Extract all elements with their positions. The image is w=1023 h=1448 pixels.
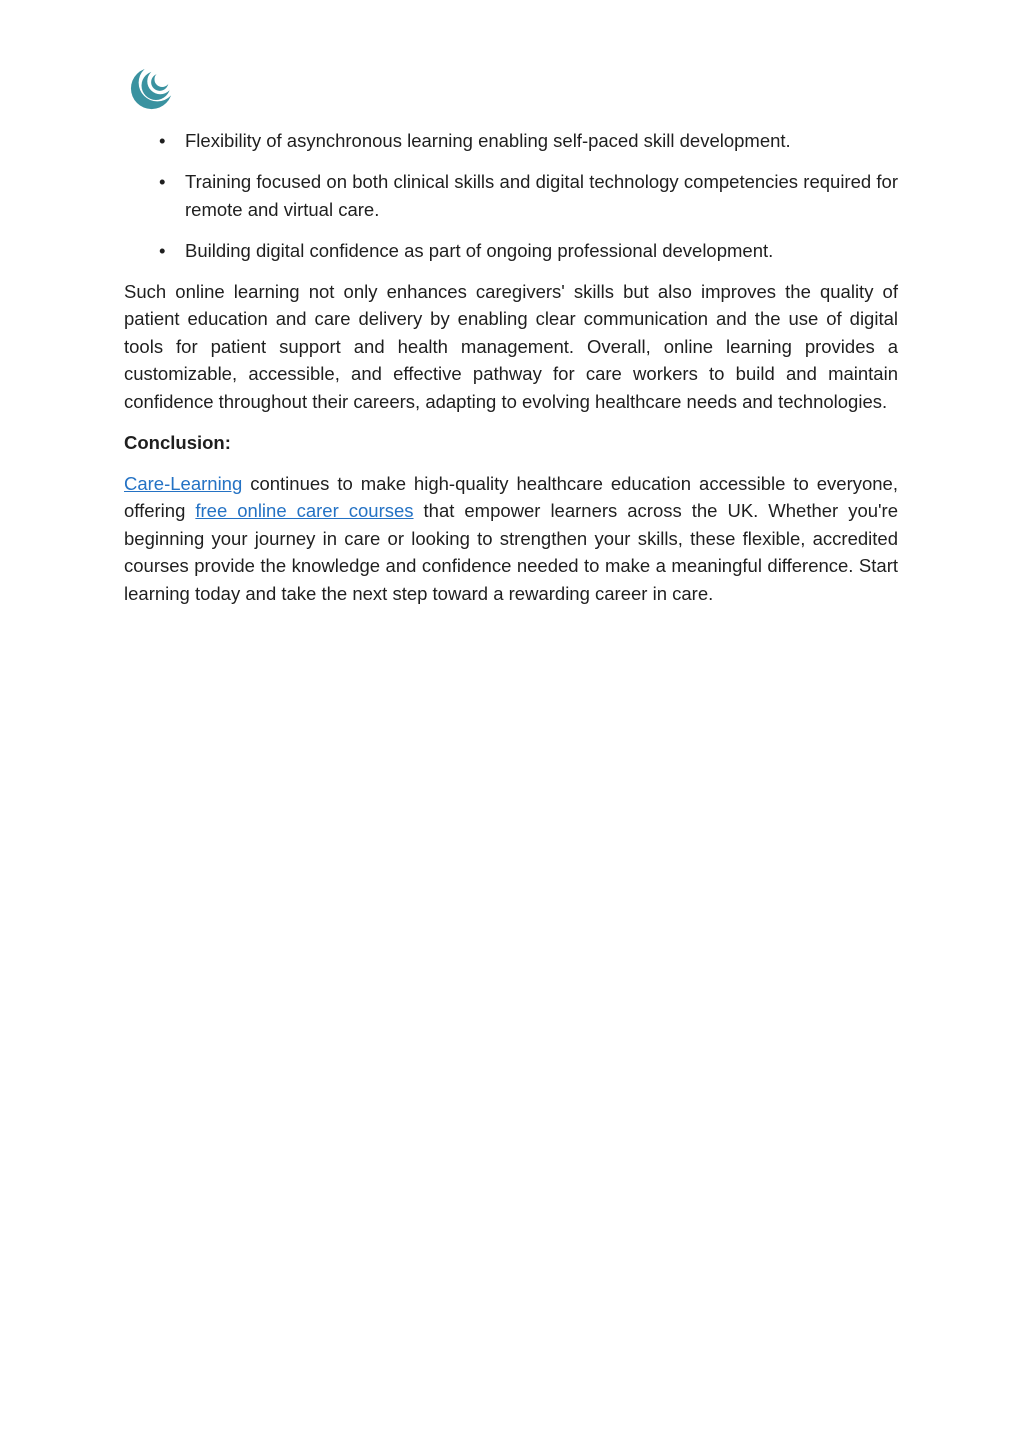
conclusion-text-1: continues to make high-quality healthcare education accessible to everyone, offering (124, 472, 898, 521)
bullet-icon: • (159, 130, 166, 151)
bullet-text: Training focused on both clinical skills and digital technology competencies required for remote and virtual care. (185, 171, 898, 220)
bullet-text: Building digital confidence as part of ongoing professional development. (185, 239, 774, 261)
bullet-text: Flexibility of asynchronous learning enabling self-paced skill development. (185, 130, 791, 151)
bullet-icon: • (159, 171, 166, 192)
conclusion-heading: Conclusion: (124, 431, 231, 453)
logo-inner-crescent (151, 74, 168, 91)
care-learning-link[interactable]: Care-Learning (124, 472, 243, 494)
bullet-item (124, 237, 898, 265)
bullet-list (124, 127, 898, 264)
logo-swirl-icon (130, 62, 178, 112)
bullet-item (124, 127, 898, 155)
care-learning-logo (130, 62, 178, 112)
bullet-icon: • (159, 239, 166, 261)
bullet-item (124, 168, 898, 223)
body-paragraph: Such online learning not only enhances caregivers' skills but also improves the quality of patient education and care delivery by enabling clear communication and the use of digital tools for patient support and health management. Overall, online learning provides a customizable, accessible, and effective pathway for care workers to build and maintain confidence throughout their careers, adapting to evolving healthcare needs and technologies. (124, 280, 898, 412)
document-body (124, 127, 898, 621)
conclusion-text-2: that empower learners across the UK. Whether you're beginning your journey in care or looking to strengthen your skills, these flexible, accredited courses provide the knowledge and confidence needed to make a meaningful difference. Start learning today and take the next step toward a rewarding career in care. (124, 500, 899, 604)
conclusion-paragraph (124, 470, 898, 608)
free-online-carer-courses-link[interactable]: free online carer courses (195, 500, 414, 521)
